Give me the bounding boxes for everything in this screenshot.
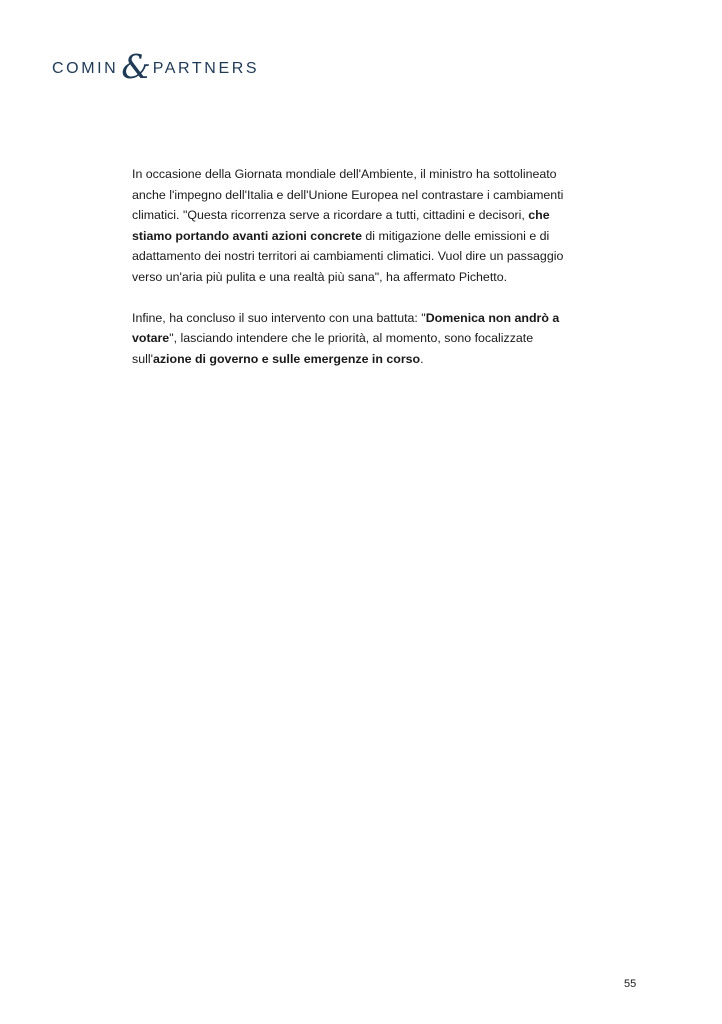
- company-logo: [52, 46, 260, 86]
- paragraph-text: In occasione della Giornata mondiale dell'Ambiente, il ministro ha sottolineato anche l'impegno dell'Italia e dell'Unione Europea nel contrastare i cambiamenti climatici. "Questa ricorrenza serve a ricordare a tutti, cittadini e decisori,: [132, 167, 564, 222]
- logo-word-left: COMIN: [52, 60, 119, 77]
- page-number: 55: [624, 978, 637, 990]
- paragraph-1: [132, 164, 572, 287]
- paragraph-text: di mitigazione delle emissioni e di adattamento dei nostri territori ai cambiamenti climatici. Vuol dire un passaggio verso un'aria più pulita e una realtà più sana", ha affermato Pichetto.: [132, 228, 564, 284]
- paragraph-text-bold: che stiamo portando avanti azioni concrete: [132, 208, 550, 243]
- logo-ampersand: &: [121, 46, 151, 86]
- paragraph-text: Infine, ha concluso il suo intervento con una battuta: ": [132, 310, 426, 325]
- paragraph-text-bold: azione di governo e sulle emergenze in corso: [152, 351, 421, 366]
- paragraph-text: .: [420, 351, 424, 366]
- paragraph-2: [132, 308, 572, 370]
- logo-word-right: PARTNERS: [152, 60, 260, 77]
- paragraph-text: ", lasciando intendere che le priorità, al momento, sono focalizzate sull': [132, 331, 534, 366]
- article-body: [132, 164, 572, 369]
- paragraph-text-bold: Domenica non andrò a votare: [132, 310, 560, 345]
